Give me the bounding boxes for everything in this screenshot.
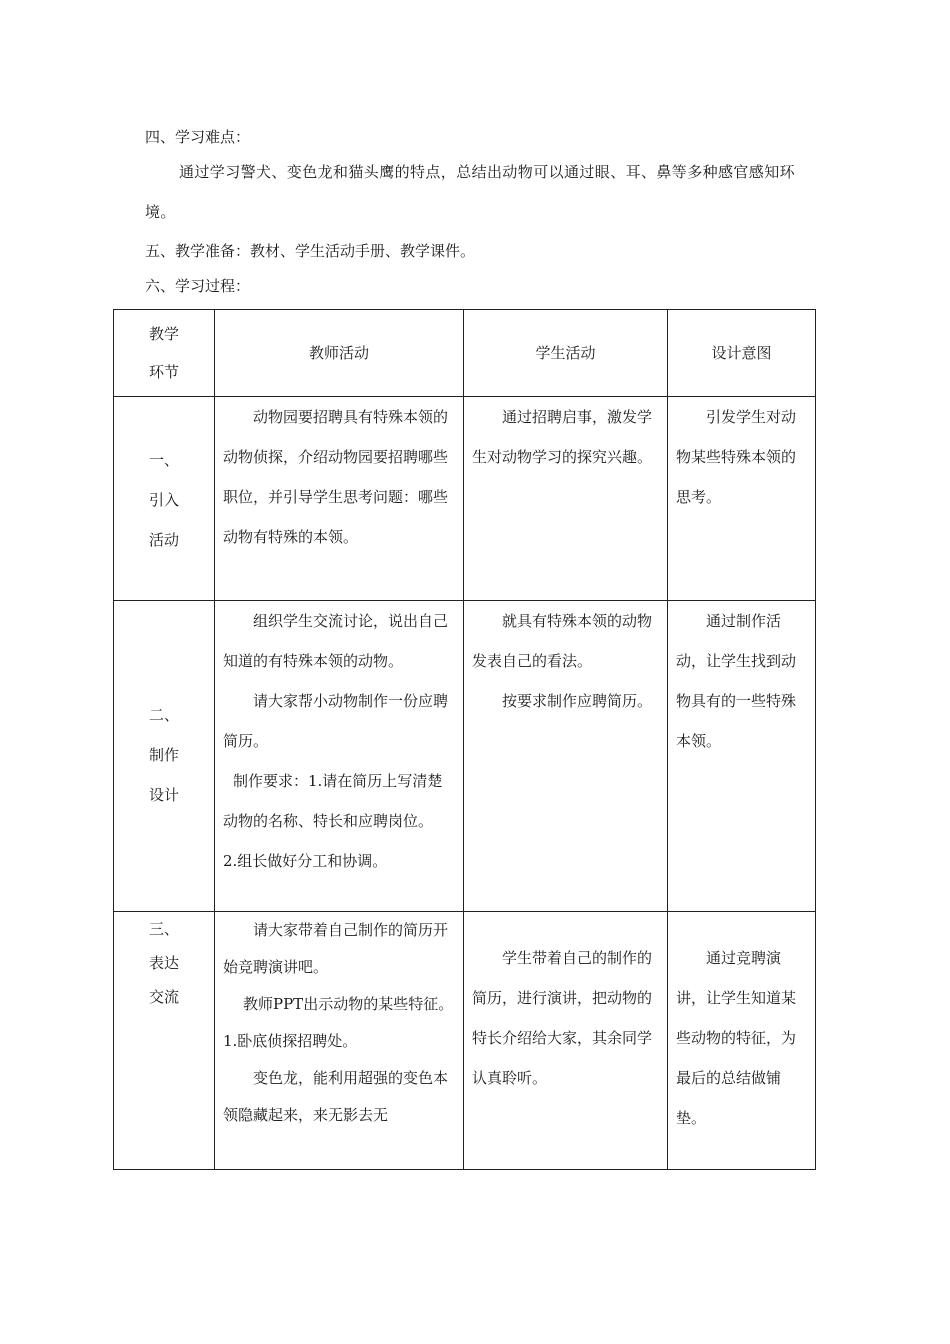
teacher-activity-text: 2.组长做好分工和协调。: [223, 852, 388, 870]
table-row: [114, 601, 816, 912]
stage-cell: [114, 397, 215, 601]
teacher-activity-text: 组织学生交流讨论，说出自己知道的有特殊本领的动物。: [223, 612, 449, 670]
design-intent-cell: [668, 601, 816, 912]
stage-cell: [114, 912, 215, 1170]
stage-cell: [114, 601, 215, 912]
stage-number: 一、: [148, 451, 179, 469]
student-activity-cell: [464, 601, 668, 912]
table-row: [114, 397, 816, 601]
teacher-activity-text: 变色龙，能利用超强的变色本领隐藏起来，来无影去无: [223, 1069, 449, 1124]
section-4-body: 通过学习警犬、变色龙和猫头鹰的特点，总结出动物可以通过眼、耳、鼻等多种感官感知环境。: [145, 163, 796, 221]
stage-name-line1: 制作: [148, 746, 179, 764]
teacher-activity-text: 请大家带着自己制作的简历开始竞聘演讲吧。: [223, 921, 449, 976]
student-activity-cell: [464, 397, 668, 601]
design-intent-text: 通过竞聘演讲，让学生知道某些动物的特征，为最后的总结做铺垫。: [676, 949, 797, 1127]
teacher-activity-text: 教师PPT出示动物的某些特征。: [243, 995, 454, 1013]
header-teacher: 教师活动: [215, 310, 464, 397]
stage-name-line2: 交流: [148, 988, 179, 1006]
header-intent: 设计意图: [668, 310, 816, 397]
teacher-activity-text: 制作要求：1.请在简历上写清楚动物的名称、特长和应聘岗位。: [223, 772, 443, 830]
section-5: 五、教学准备：教材、学生活动手册、教学课件。: [145, 242, 476, 260]
design-intent-cell: [668, 397, 816, 601]
table-header-row: [114, 310, 816, 397]
stage-name-line2: 设计: [148, 786, 179, 804]
student-activity-text: 按要求制作应聘简历。: [502, 692, 653, 710]
header-stage-line1: 教学: [148, 325, 179, 343]
teacher-activity-cell: [215, 601, 464, 912]
header-stage: [114, 310, 215, 397]
student-activity-text: 就具有特殊本领的动物发表自己的看法。: [472, 612, 653, 670]
stage-number: 二、: [148, 706, 179, 724]
stage-name-line1: 引入: [148, 491, 179, 509]
design-intent-text: 通过制作活动，让学生找到动物具有的一些特殊本领。: [676, 612, 797, 750]
teacher-activity-cell: [215, 397, 464, 601]
header-student: 学生活动: [464, 310, 668, 397]
teacher-activity-text: 请大家帮小动物制作一份应聘简历。: [223, 692, 449, 750]
stage-name-line1: 表达: [148, 954, 179, 972]
section-6-title: 六、学习过程：: [145, 277, 251, 295]
design-intent-cell: [668, 912, 816, 1170]
teacher-activity-text: 1.卧底侦探招聘处。: [223, 1032, 358, 1050]
teacher-activity-cell: [215, 912, 464, 1170]
design-intent-text: 引发学生对动物某些特殊本领的思考。: [676, 408, 797, 506]
student-activity-cell: [464, 912, 668, 1170]
stage-number: 三、: [148, 920, 179, 938]
student-activity-text: 通过招聘启事，激发学生对动物学习的探究兴趣。: [472, 408, 653, 466]
stage-name-line2: 活动: [148, 531, 179, 549]
section-4-title: 四、学习难点：: [145, 128, 251, 146]
teacher-activity-text: 动物园要招聘具有特殊本领的动物侦探，介绍动物园要招聘哪些职位，并引导学生思考问题：哪些动物有特殊的本领。: [223, 408, 449, 546]
student-activity-text: 学生带着自己的制作的简历，进行演讲，把动物的特长介绍给大家，其余同学认真聆听。: [472, 949, 653, 1087]
table-row: [114, 912, 816, 1170]
header-stage-line2: 环节: [148, 363, 179, 381]
lesson-process-table: [113, 309, 816, 1170]
